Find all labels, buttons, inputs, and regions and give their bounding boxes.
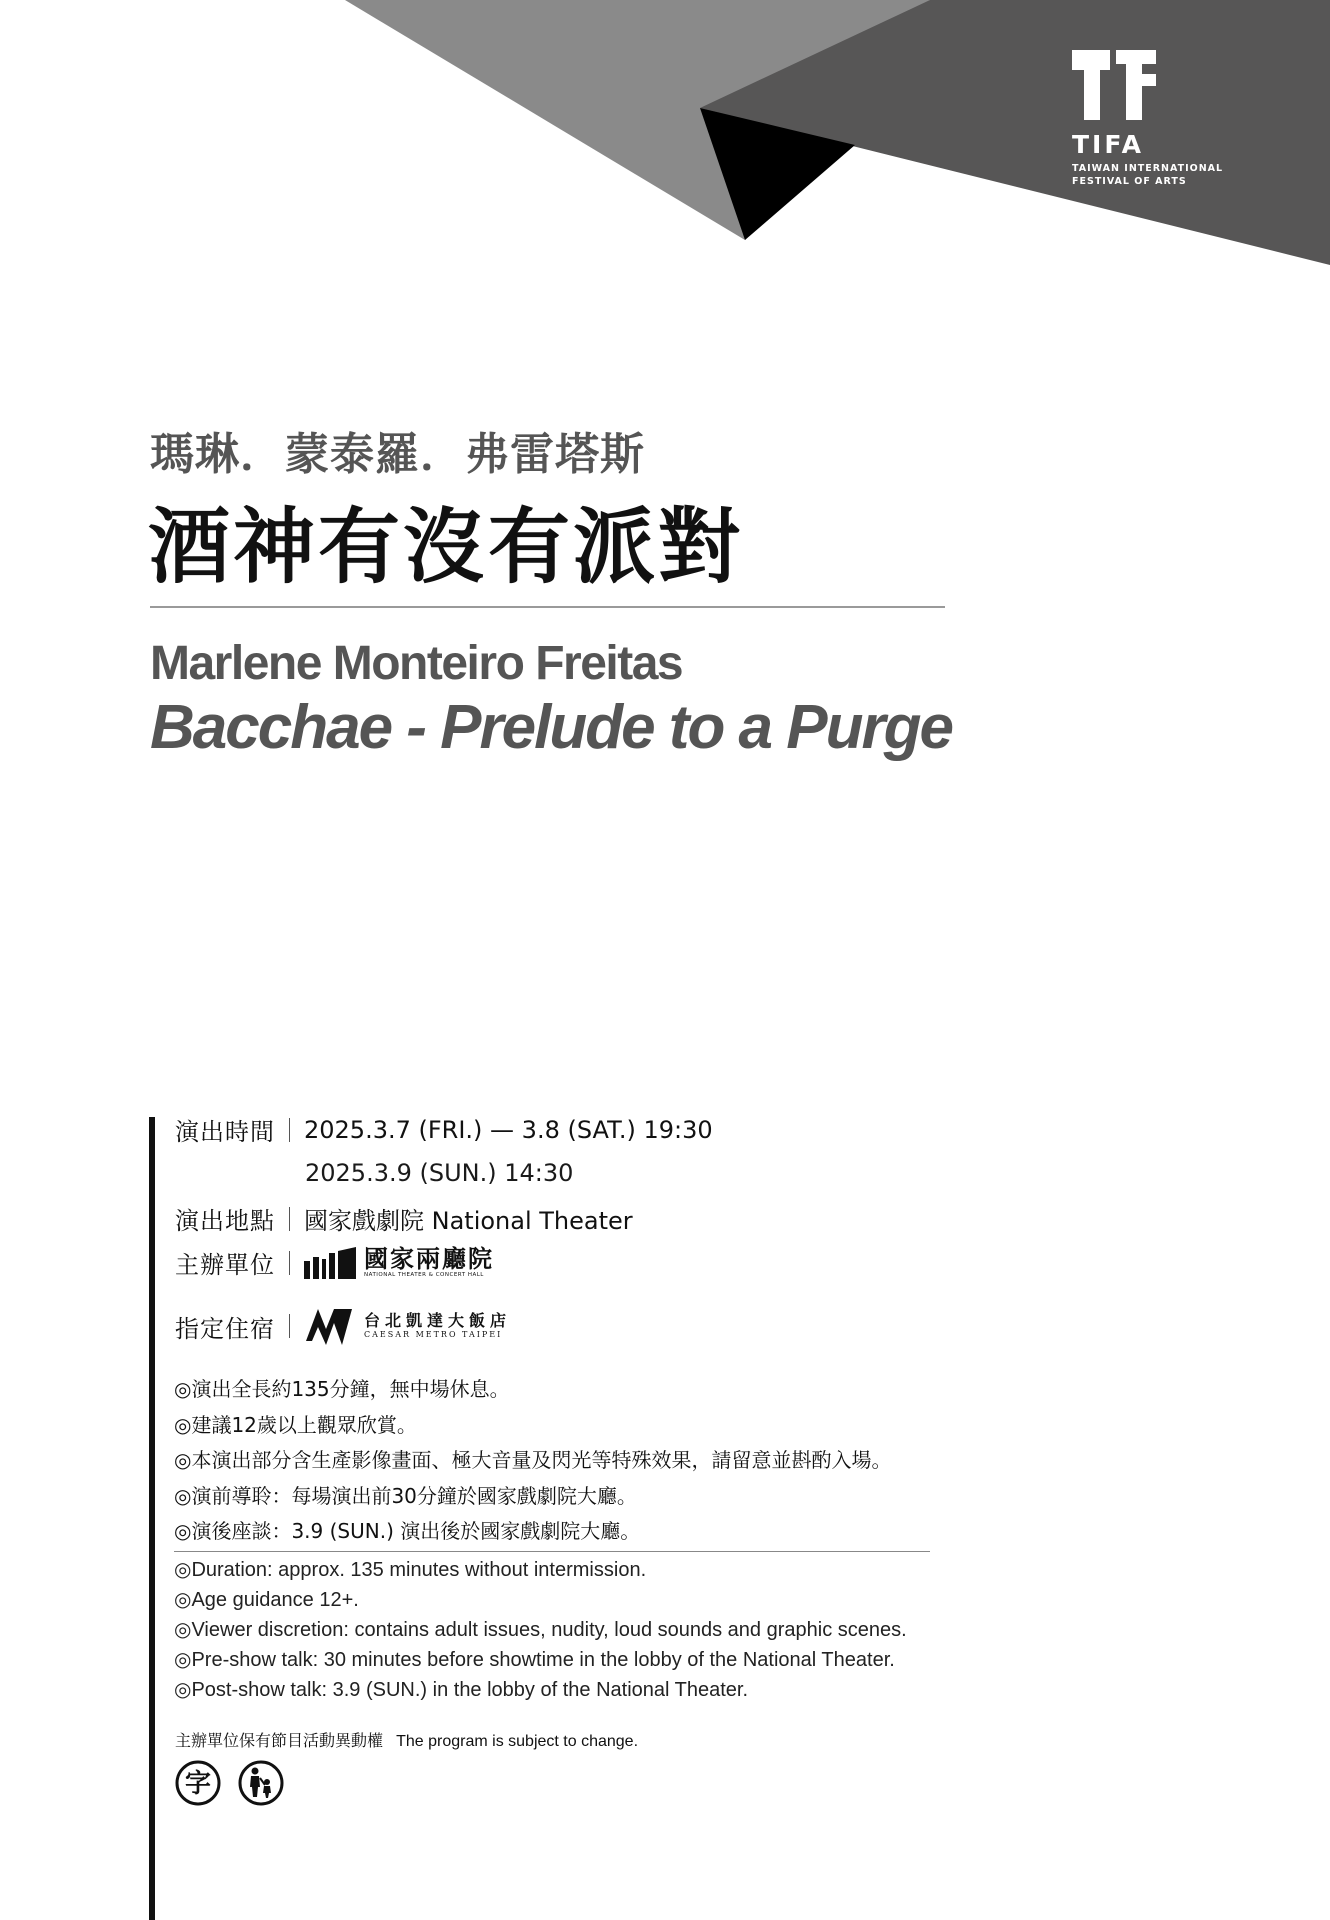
separator (289, 1314, 290, 1338)
time-value-2: 2025.3.9 (SUN.) 14:30 (305, 1159, 574, 1187)
ntch-logo-icon (304, 1247, 356, 1279)
notes-en (174, 1555, 907, 1705)
subtitle-icon (175, 1760, 221, 1806)
title-divider (150, 606, 945, 608)
artist-name-zh: 瑪琳．蒙泰羅．弗雷塔斯 (150, 429, 645, 480)
note-zh-preshow: ◎演前導聆：每場演出前30分鐘於國家戲劇院大廳。 (174, 1483, 637, 1508)
hotel-label: 指定住宿 (175, 1314, 275, 1343)
note-en-postshow: ◎Post-show talk: 3.9 (SUN.) in the lobby of the National Theater. (174, 1679, 749, 1701)
vertical-accent-bar (149, 1117, 155, 1920)
separator (289, 1207, 290, 1231)
note-en-age: ◎Age guidance 12+. (174, 1589, 359, 1611)
notes-zh (174, 1372, 891, 1550)
logo-word: TIFA (1072, 130, 1144, 159)
time-label: 演出時間 (175, 1118, 275, 1146)
hotel-name-en: CAESAR METRO TAIPEI (364, 1330, 503, 1339)
notes-divider (174, 1551, 930, 1552)
family-audience-icon (238, 1760, 284, 1806)
notice-zh: 主辦單位保有節目活動異動權 (175, 1731, 384, 1750)
tifa-logo-mark (1072, 50, 1156, 120)
notice-en: The program is subject to change. (396, 1733, 639, 1750)
hotel-name: 台北凱達大飯店 (364, 1311, 512, 1330)
work-title-zh: 酒神有沒有派對 (148, 500, 744, 595)
info-row-organizer (175, 1245, 494, 1280)
venue-label: 演出地點 (175, 1207, 275, 1235)
logo-subtitle-line2: FESTIVAL OF ARTS (1072, 176, 1187, 187)
hotel-logo (304, 1305, 511, 1347)
info-row-time (175, 1112, 713, 1147)
note-zh-postshow: ◎演後座談：3.9 (SUN.) 演出後於國家戲劇院大廳。 (174, 1519, 641, 1543)
organizer-name: 國家兩廳院 (364, 1244, 494, 1273)
info-row-hotel (175, 1305, 511, 1347)
venue-value: 國家戲劇院 National Theater (304, 1207, 633, 1235)
change-notice (175, 1728, 638, 1751)
separator (289, 1251, 290, 1275)
note-zh-discretion: ◎本演出部分含生產影像畫面、極大音量及閃光等特殊效果，請留意並斟酌入場。 (174, 1448, 892, 1472)
subtitle-icon-glyph: 字 (184, 1769, 212, 1799)
info-row-venue (175, 1201, 633, 1236)
note-zh-duration: ◎演出全長約135分鐘，無中場休息。 (174, 1377, 510, 1401)
logo-subtitle-line1: TAIWAN INTERNATIONAL (1072, 163, 1224, 174)
organizer-label: 主辦單位 (175, 1251, 275, 1279)
note-en-duration: ◎Duration: approx. 135 minutes without intermission. (174, 1559, 647, 1581)
note-en-discretion: ◎Viewer discretion: contains adult issues, nudity, loud sounds and graphic scenes. (174, 1619, 907, 1641)
organizer-name-en: NATIONAL THEATER & CONCERT HALL (364, 1272, 484, 1278)
note-zh-age: ◎建議12歲以上觀眾欣賞。 (174, 1412, 417, 1437)
logo-subtitle (1072, 162, 1232, 188)
caesar-logo-icon (304, 1305, 354, 1347)
note-en-preshow: ◎Pre-show talk: 30 minutes before showtime in the lobby of the National Theater. (174, 1649, 895, 1671)
artist-name-en: Marlene Monteiro Freitas (150, 637, 683, 690)
work-title-en: Bacchae - Prelude to a Purge (150, 693, 952, 762)
separator (289, 1118, 290, 1142)
tifa-logo (1072, 50, 1232, 188)
organizer-logo (304, 1246, 494, 1279)
time-value-1: 2025.3.7 (FRI.) — 3.8 (SAT.) 19:30 (304, 1115, 713, 1144)
